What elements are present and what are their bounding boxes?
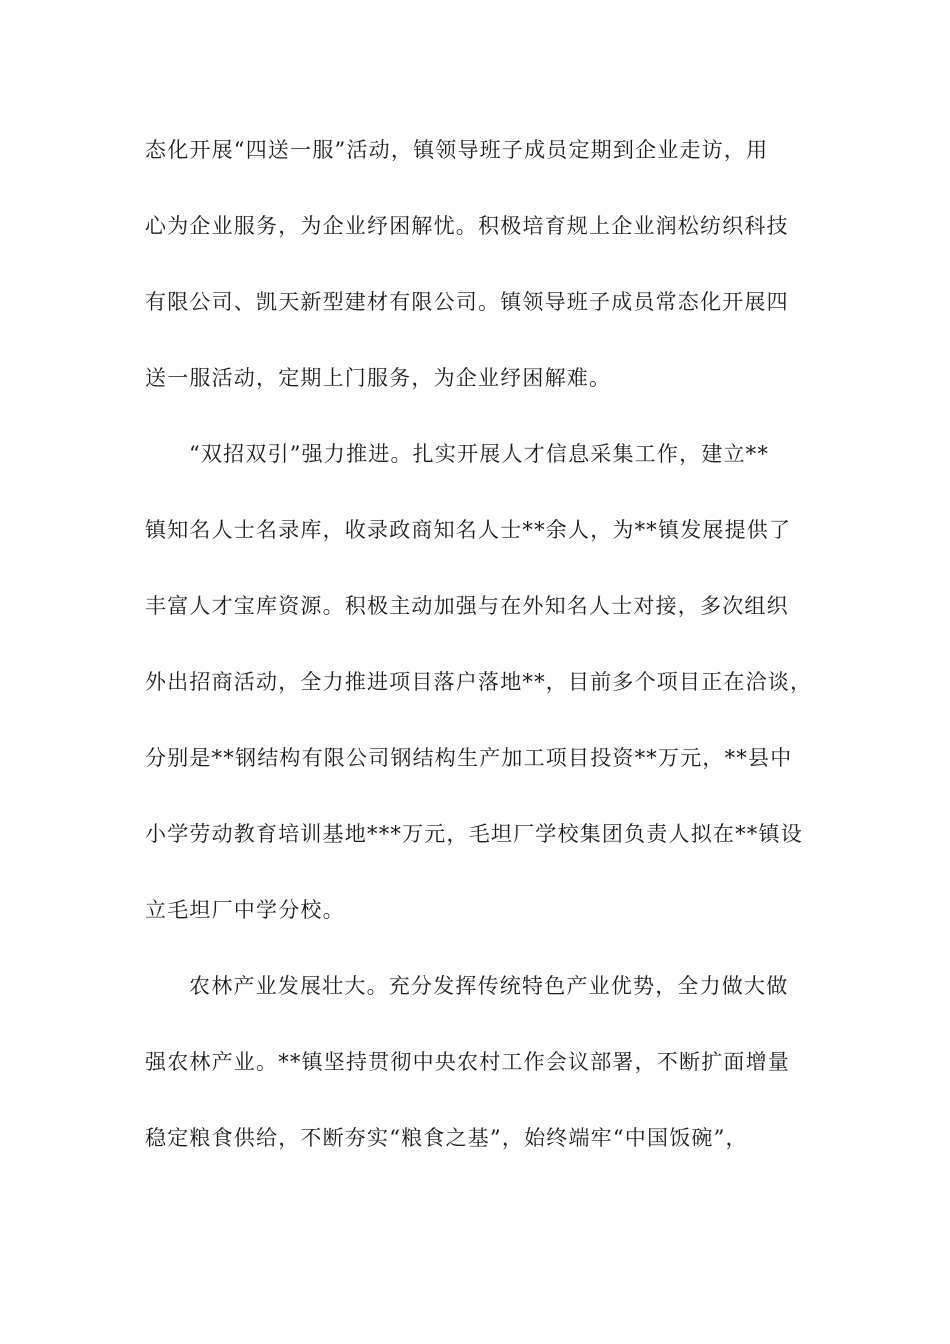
text-line: 分别是**钢结构有限公司钢结构生产加工项目投资**万元，**县中: [145, 746, 793, 770]
paragraph-first-line: 农林产业发展壮大。充分发挥传统特色产业优势，全力做大做: [189, 974, 789, 998]
paragraph-first-line: “双招双引”强力推进。扎实开展人才信息采集工作，建立**: [189, 442, 770, 466]
text-line: 稳定粮食供给，不断夯实“粮食之基”，始终端牢“中国饭碗”，: [145, 1126, 748, 1150]
text-line: 立毛坦厂中学分校。: [145, 898, 345, 922]
text-line: 外出招商活动，全力推进项目落户落地**，目前多个项目正在洽谈，: [145, 670, 813, 694]
text-line: 镇知名人士名录库，收录政商知名人士**余人，为**镇发展提供了: [145, 518, 792, 542]
text-line: 心为企业服务，为企业纾困解忧。积极培育规上企业润松纺织科技: [145, 214, 789, 238]
text-line: 送一服活动，定期上门服务，为企业纾困解难。: [145, 366, 612, 390]
text-line: 小学劳动教育培训基地***万元，毛坦厂学校集团负责人拟在**镇设: [145, 822, 803, 846]
text-line: 丰富人才宝库资源。积极主动加强与在外知名人士对接，多次组织: [145, 594, 789, 618]
text-line: 强农林产业。**镇坚持贯彻中央农村工作会议部署，不断扩面增量: [145, 1050, 790, 1074]
text-line: 态化开展“四送一服”活动，镇领导班子成员定期到企业走访，用: [145, 138, 769, 162]
text-line: 有限公司、凯天新型建材有限公司。镇领导班子成员常态化开展四: [145, 290, 789, 314]
